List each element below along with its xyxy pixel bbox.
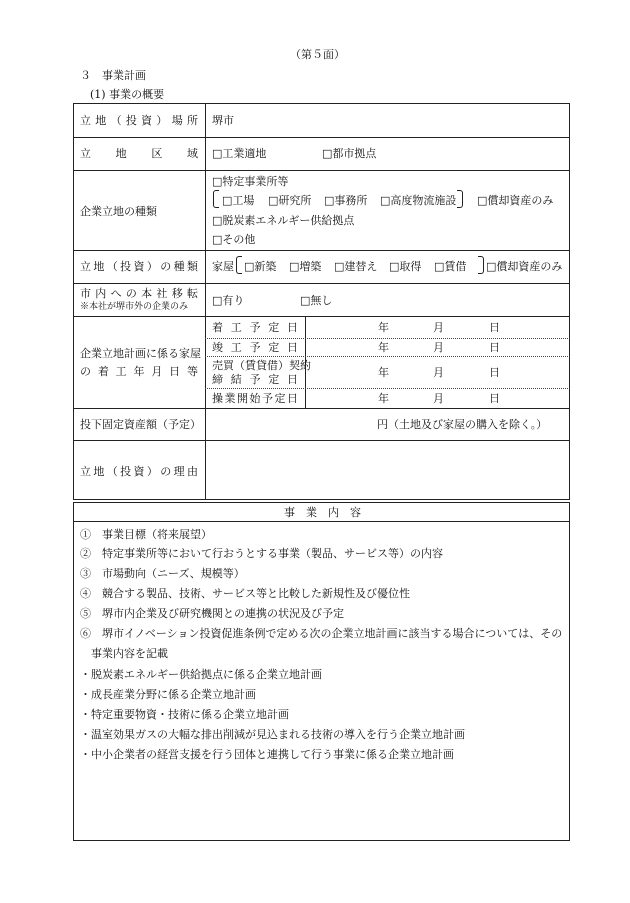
content-item-novelty: ④ 競合する製品、技術、サービス等と比較した新規性及び優位性: [80, 587, 410, 600]
right-bracket: [457, 190, 463, 208]
date-day-operation[interactable]: 日: [489, 392, 500, 405]
dates-label-line2: の 着 工 年 月 日 等: [80, 365, 198, 378]
date-label-contract-line1: 売買（賃貸借）契約: [212, 359, 311, 372]
investment-amount-unit[interactable]: 円（土地及び家屋の購入を除く。）: [377, 418, 548, 431]
page-number-label: （第５面）: [290, 48, 345, 61]
type-option-depreciable-only[interactable]: □償却資産のみ: [477, 194, 554, 207]
area-label: 立 地 区 域: [80, 147, 198, 160]
business-content-header: 事 業 内 容: [284, 506, 361, 519]
location-value[interactable]: 堺市: [212, 114, 234, 127]
kind-option-extension[interactable]: □増築: [289, 260, 322, 273]
investment-kind-label: 立 地 （ 投 資 ） の 種 類: [80, 260, 198, 273]
type-option-office[interactable]: □事務所: [324, 194, 368, 207]
hq-relocation-label: 市 内 へ の 本 社 移 転: [80, 287, 198, 300]
bullet-decarbon: ・脱炭素エネルギー供給拠点に係る企業立地計画: [80, 668, 322, 681]
date-day-completion[interactable]: 日: [489, 341, 500, 354]
date-month-completion[interactable]: 月: [433, 341, 444, 354]
date-month-operation[interactable]: 月: [433, 392, 444, 405]
area-option-urban-hub[interactable]: □都市拠点: [322, 147, 377, 160]
kind-option-lease[interactable]: □賃借: [434, 260, 467, 273]
investment-reason-label: 立 地 （ 投 資 ） の 理 由: [80, 465, 198, 478]
content-item-collaboration: ⑤ 堺市内企業及び研究機関との連携の状況及び予定: [80, 607, 344, 620]
hq-option-no[interactable]: □無し: [300, 294, 333, 307]
date-year-operation[interactable]: 年: [378, 392, 389, 405]
facility-type-label: 企業立地の種類: [80, 205, 157, 218]
investment-amount-label: 投下固定資産額（予定）: [80, 418, 201, 431]
kind-option-acquire[interactable]: □取得: [389, 260, 422, 273]
date-label-operation: 操 業 開 始 予 定 日: [212, 392, 298, 405]
hq-relocation-note: ※本社が堺市外の企業のみ: [80, 302, 189, 312]
content-item-goal: ① 事業目標（将来展望）: [80, 528, 212, 541]
content-item-ordinance-cont: 事業内容を記載: [80, 647, 168, 660]
date-label-start: 着 工 予 定 日: [212, 321, 298, 334]
area-option-industrial[interactable]: □工業適地: [212, 147, 267, 160]
left-bracket: [236, 256, 242, 274]
date-day-start[interactable]: 日: [489, 321, 500, 334]
kind-option-rebuild[interactable]: □建替え: [334, 260, 378, 273]
section-title: ３ 事業計画: [80, 69, 146, 82]
bullet-critical-materials: ・特定重要物資・技術に係る企業立地計画: [80, 708, 289, 721]
type-option-lab[interactable]: □研究所: [268, 194, 312, 207]
kind-prefix-building: 家屋: [212, 260, 234, 273]
date-year-contract[interactable]: 年: [378, 366, 389, 379]
hq-option-yes[interactable]: □有り: [212, 294, 245, 307]
date-month-start[interactable]: 月: [433, 321, 444, 334]
bullet-ghg: ・温室効果ガスの大幅な排出削減が見込まれる技術の導入を行う企業立地計画: [80, 728, 465, 741]
bullet-growth: ・成長産業分野に係る企業立地計画: [80, 688, 256, 701]
left-bracket: [213, 190, 219, 208]
kind-option-depreciable-only[interactable]: □償却資産のみ: [486, 260, 563, 273]
date-day-contract[interactable]: 日: [489, 366, 500, 379]
content-item-market: ③ 市場動向（ニーズ、規模等）: [80, 567, 245, 580]
content-item-business: ② 特定事業所等において行おうとする事業（製品、サービス等）の内容: [80, 547, 443, 560]
type-option-other[interactable]: □その他: [212, 233, 256, 246]
date-label-contract-line2: 締 結 予 定 日: [212, 373, 298, 386]
type-option-decarbon[interactable]: □脱炭素エネルギー供給拠点: [212, 214, 355, 227]
date-year-start[interactable]: 年: [378, 321, 389, 334]
content-item-ordinance: ⑥ 堺市イノベーション投資促進条例で定める次の企業立地計画に該当する場合については、その: [80, 627, 563, 640]
kind-option-new[interactable]: □新築: [244, 260, 277, 273]
date-month-contract[interactable]: 月: [433, 366, 444, 379]
subsection-title: (1) 事業の概要: [90, 88, 165, 101]
type-option-specified[interactable]: □特定事業所等: [212, 175, 289, 188]
dates-label-line1: 企業立地計画に係る家屋: [80, 347, 201, 360]
location-label: 立 地 （ 投 資 ） 場 所: [80, 114, 198, 127]
date-year-completion[interactable]: 年: [378, 341, 389, 354]
type-option-factory[interactable]: □工場: [222, 194, 255, 207]
right-bracket: [478, 256, 484, 274]
type-option-logistics[interactable]: □高度物流施設: [380, 194, 457, 207]
bullet-sme: ・中小企業者の経営支援を行う団体と連携して行う事業に係る企業立地計画: [80, 748, 454, 761]
date-label-completion: 竣 工 予 定 日: [212, 341, 298, 354]
